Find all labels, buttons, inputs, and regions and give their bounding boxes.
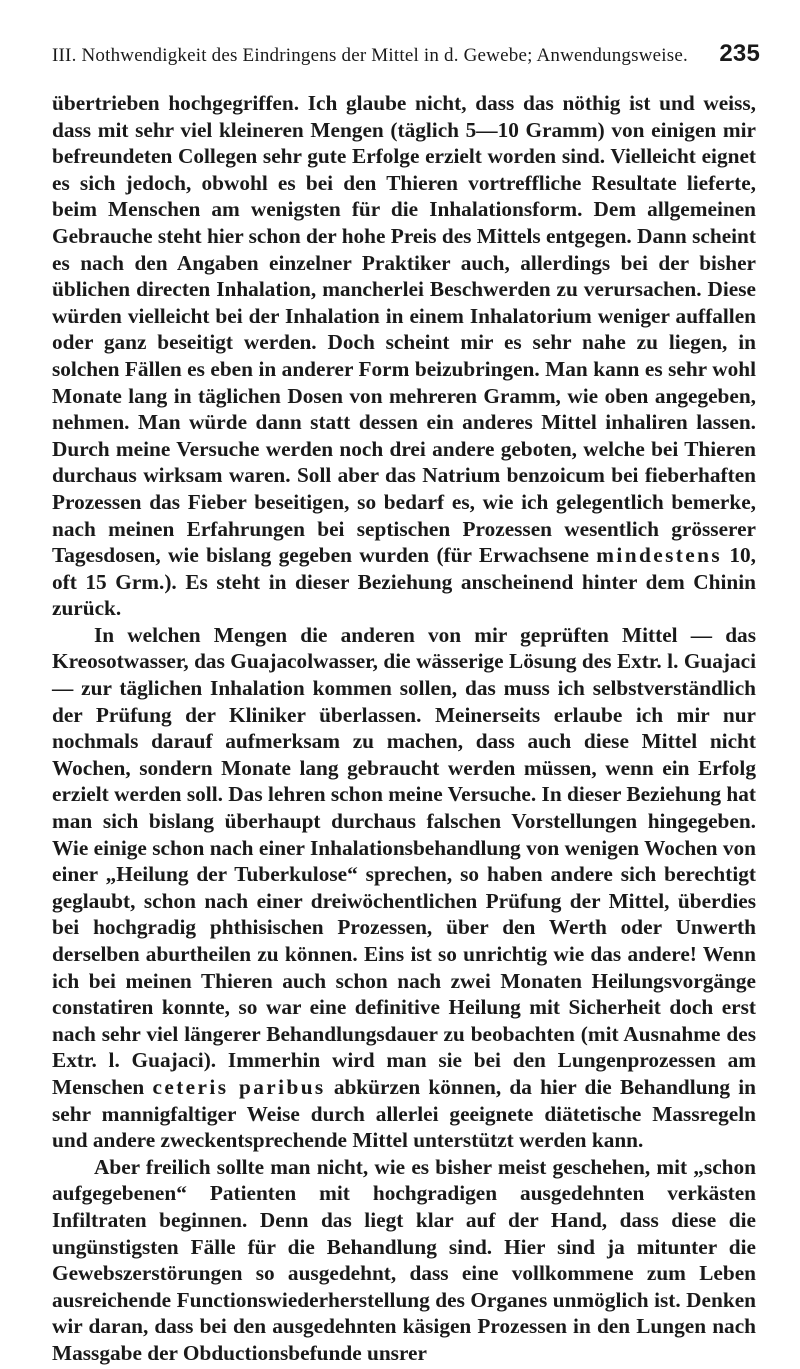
running-title: III. Nothwendigkeit des Eindringens der Mittel in d. Gewebe; Anwendungsweise. <box>52 45 688 66</box>
text-segment: übertrieben hochgegriffen. Ich glaube nicht, dass das nöthig ist und weiss, dass mit sehr viel kleineren Mengen (täglich 5—10 Gramm) von einigen mir befreundeten Collegen sehr gute Erfolge erzielt worden sind. Vielleicht eignet es sich jedoch, obwohl es bei den Thieren vortreffliche Resultate lieferte, beim Menschen am wenigsten für die Inhalationsform. Dem allgemeinen Gebrauche steht hier schon der hohe Preis des Mittels entgegen. Dann scheint es nach den Angaben einzelner Praktiker auch, allerdings bei der bisher üblichen directen Inhalation, mancherlei Beschwerden zu verursachen. Diese würden vielleicht bei der Inhalation in einem Inhalatorium weniger auffallen oder ganz beseitigt werden. Doch scheint mir es sehr nahe zu liegen, in solchen Fällen es eben in anderer Form beizubringen. Man kann es sehr wohl Monate lang in täglichen Dosen von mehreren Gramm, wie oben angegeben, nehmen. Man würde dann statt dessen ein anderes Mittel inhaliren lassen. Durch meine Versuche werden noch drei andere geboten, welche bei Thieren durchaus wirksam waren. Soll aber das Natrium benzoicum bei fieberhaften Prozessen das Fieber beseitigen, so bedarf es, wie ich gelegentlich bemerke, nach meinen Erfahrungen bei septischen Prozessen wesentlich grösserer Tagesdosen, wie bislang gegeben wurden (für Erwachsene <box>52 91 756 568</box>
text-segment: abkürzen können, da hier die Behandlung in sehr mannigfaltiger Weise durch allerlei geeignete diätetische Massregeln und andere zweckentsprechende Mittel unterstützt werden kann. <box>52 1074 756 1153</box>
paragraph-3 <box>52 1154 756 1367</box>
body-text <box>52 90 756 1367</box>
paragraph-2 <box>52 622 756 1154</box>
text-segment: Aber freilich sollte man nicht, wie es bisher meist geschehen, mit „schon aufgegebenen“ Patienten mit hochgradigen ausgedehnten verkästen Infiltraten beginnen. Denn das liegt klar auf der Hand, dass diese die ungünstigsten Fälle für die Behandlung sind. Hier sind ja mitunter die Gewebszerstörungen so ausgedehnt, dass eine vollkommene zum Leben ausreichende Functionswiederherstellung des Organes unmöglich ist. Denken wir daran, dass bei den ausgedehnten käsigen Prozessen in den Lungen nach Massgabe der Obductionsbefunde unsrer <box>52 1154 756 1365</box>
running-header <box>52 40 760 68</box>
text-segment: 10, oft 15 Grm.). Es steht in dieser Beziehung anscheinend hinter dem Chinin zurück. <box>52 543 756 621</box>
page-number: 235 <box>719 40 760 67</box>
text-segment: In welchen Mengen die anderen von mir geprüften Mittel — das Kreosotwasser, das Guajacolwasser, die wässerige Lösung des Extr. l. Guajaci — zur täglichen Inhalation kommen sollen, das muss ich selbstverständlich der Prüfung der Kliniker überlassen. Meinerseits erlaube ich mir nur nochmals darauf aufmerksam zu machen, dass auch diese Mittel nicht Wochen, sondern Monate lang gebraucht werden müssen, wenn ein Erfolg erzielt werden soll. Das lehren schon meine Versuche. In dieser Beziehung hat man sich bislang überhaupt durchaus falschen Vorstellungen hingegeben. Wie einige schon nach einer Inhalationsbehandlung von wenigen Wochen von einer „Heilung der Tuberkulose“ sprechen, so haben andere sich berechtigt geglaubt, schon nach einer dreiwöchentlichen Prüfung der Mittel, überdies bei hochgradig phthisischen Prozessen, über den Werth oder Unwerth derselben aburtheilen zu können. Eins ist so unrichtig wie das andere! Wenn ich bei meinen Thieren auch schon nach zwei Monaten Heilungsvorgänge constatiren konnte, so war eine definitive Heilung mit Sicherheit doch erst nach sehr viel längerer Behandlungsdauer zu beobachten (mit Ausnahme des Extr. l. Guajaci). Immerhin wird man sie bei den Lungenprozessen am Menschen <box>52 622 756 1099</box>
paragraph-1 <box>52 90 756 622</box>
spaced-emphasis: mindestens <box>596 543 723 568</box>
book-page <box>52 40 760 1367</box>
spaced-emphasis: ceteris paribus <box>152 1074 326 1099</box>
